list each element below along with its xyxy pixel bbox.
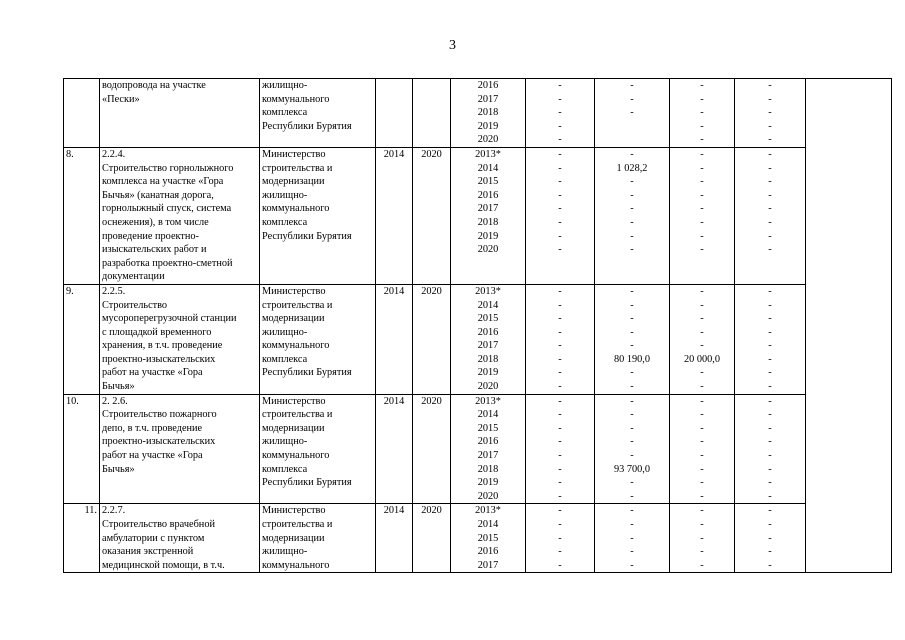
- name-line: водопровода на участке: [102, 80, 206, 91]
- v1-line: -: [558, 313, 562, 325]
- v1-line: -: [558, 559, 562, 571]
- value-column-v2: [595, 504, 670, 573]
- name-line: комплекса на участке «Гора: [102, 176, 224, 188]
- years-line: 2013*: [475, 285, 501, 297]
- v1-line: -: [558, 477, 562, 489]
- v4-line: -: [768, 395, 772, 407]
- name-line: Строительство врачебной: [102, 519, 215, 530]
- v2-line: -: [630, 559, 634, 571]
- years-line: 2015: [477, 422, 499, 434]
- v3-line: -: [700, 477, 704, 489]
- end-year: 2020: [413, 504, 451, 573]
- exec-line: жилищно-: [262, 80, 308, 91]
- v3-line: -: [700, 230, 704, 242]
- end-year: 2020: [413, 147, 451, 284]
- row-number: 9.: [64, 284, 100, 394]
- years-line: 2019: [477, 367, 499, 379]
- exec-line: коммунального: [262, 340, 330, 352]
- years-line: 2015: [477, 176, 499, 188]
- v2-line: -: [630, 381, 634, 393]
- page-number: 3: [449, 38, 456, 53]
- v1-line: -: [558, 450, 562, 462]
- v4-line: -: [768, 422, 772, 434]
- v3-line: -: [700, 450, 704, 462]
- years-line: 2018: [477, 107, 499, 119]
- v1-line: -: [558, 353, 562, 365]
- v3-line: -: [700, 176, 704, 188]
- v2-line: -: [630, 436, 634, 448]
- row-number: 11.: [64, 504, 100, 573]
- v1-line: -: [558, 176, 562, 188]
- v1-line: -: [558, 299, 562, 311]
- name-line: 2.2.5.: [102, 285, 126, 297]
- executor: [260, 79, 376, 148]
- v2-line: [597, 120, 667, 134]
- v4-line: -: [768, 285, 772, 297]
- v4-line: -: [768, 216, 772, 228]
- end-year: 2020: [413, 284, 451, 394]
- name-line: Строительство пожарного: [102, 409, 217, 421]
- v1-line: -: [558, 120, 562, 132]
- years-line: 2019: [477, 477, 499, 489]
- exec-line: строительства и: [262, 519, 333, 530]
- v3-line: -: [700, 134, 704, 146]
- start-year: 2014: [376, 394, 413, 504]
- v3-line: -: [700, 381, 704, 393]
- row-number: 8.: [64, 147, 100, 284]
- exec-line: жилищно-: [262, 546, 308, 558]
- years-line: 2017: [477, 93, 499, 105]
- name-line: оказания экстренной: [102, 546, 194, 558]
- exec-line: комплекса: [262, 107, 308, 119]
- name-line: оснежения), в том числе: [102, 216, 209, 228]
- start-year: 2014: [376, 504, 413, 573]
- value-column-v1: [526, 79, 595, 148]
- v3-line: -: [700, 216, 704, 228]
- exec-line: коммунального: [262, 450, 330, 462]
- v4-line: -: [768, 80, 772, 91]
- v3-line: -: [700, 367, 704, 379]
- v3-line: -: [700, 107, 704, 119]
- v4-line: -: [768, 450, 772, 462]
- v4-line: -: [768, 162, 772, 174]
- years-line: 2013*: [475, 505, 501, 517]
- financing-years: [451, 504, 526, 573]
- value-column-v3: [670, 147, 735, 284]
- v3-line: -: [700, 203, 704, 215]
- v4-line: -: [768, 490, 772, 502]
- exec-line: комплекса: [262, 216, 308, 228]
- v2-line: -: [630, 326, 634, 338]
- v3-line: -: [700, 546, 704, 558]
- v1-line: -: [558, 80, 562, 91]
- table-row: [64, 79, 892, 148]
- value-column-v2: [595, 79, 670, 148]
- years-line: 2013*: [475, 395, 501, 407]
- executor: [260, 147, 376, 284]
- v3-line: -: [700, 559, 704, 571]
- v3-line: -: [700, 299, 704, 311]
- v2-line: -: [630, 367, 634, 379]
- v2-line: -: [630, 409, 634, 421]
- v3-line: -: [700, 395, 704, 407]
- v1-line: -: [558, 340, 562, 352]
- v4-line: -: [768, 505, 772, 517]
- v4-line: -: [768, 559, 772, 571]
- blank-column: [806, 79, 892, 573]
- v2-line: -: [630, 148, 634, 160]
- end-year: 2020: [413, 394, 451, 504]
- exec-line: модернизации: [262, 313, 325, 325]
- v3-line: -: [700, 313, 704, 325]
- v1-line: -: [558, 93, 562, 105]
- exec-line: Министерство: [262, 395, 326, 407]
- v1-line: -: [558, 463, 562, 475]
- name-line: работ на участке «Гора: [102, 367, 203, 379]
- v4-line: -: [768, 367, 772, 379]
- v4-line: -: [768, 381, 772, 393]
- v4-line: -: [768, 134, 772, 146]
- measure-name: [100, 284, 260, 394]
- years-line: 2014: [477, 519, 499, 530]
- financing-years: [451, 79, 526, 148]
- years-line: 2014: [477, 299, 499, 311]
- row-number: 10.: [64, 394, 100, 504]
- measure-name: [100, 394, 260, 504]
- v1-line: -: [558, 367, 562, 379]
- executor: [260, 394, 376, 504]
- v2-line: -: [630, 80, 634, 91]
- v2-line: 80 190,0: [613, 353, 651, 365]
- years-line: 2020: [477, 244, 499, 256]
- name-line: 2.2.4.: [102, 148, 126, 160]
- v4-line: -: [768, 120, 772, 132]
- exec-line: строительства и: [262, 299, 333, 311]
- v2-line: 93 700,0: [613, 463, 651, 475]
- v2-line: -: [630, 203, 634, 215]
- v2-line: -: [630, 546, 634, 558]
- v3-line: -: [700, 463, 704, 475]
- v4-line: -: [768, 519, 772, 530]
- name-line: 2.2.7.: [102, 505, 126, 517]
- name-line: Бычья»: [102, 463, 135, 475]
- value-column-v4: [735, 79, 806, 148]
- v4-line: -: [768, 409, 772, 421]
- financing-years: [451, 284, 526, 394]
- v4-line: -: [768, 189, 772, 201]
- v2-line: -: [630, 477, 634, 489]
- table-row: [64, 394, 892, 504]
- name-line: проектно-изыскательских: [102, 436, 216, 448]
- years-line: 2019: [477, 230, 499, 242]
- v2-line: -: [630, 313, 634, 325]
- value-column-v2: [595, 394, 670, 504]
- v2-line: -: [630, 176, 634, 188]
- exec-line: жилищно-: [262, 189, 308, 201]
- v3-line: -: [700, 285, 704, 297]
- v2-line: -: [630, 189, 634, 201]
- v1-line: -: [558, 216, 562, 228]
- years-line: 2019: [477, 120, 499, 132]
- v1-line: -: [558, 244, 562, 256]
- exec-line: Министерство: [262, 505, 326, 517]
- v3-line: -: [700, 148, 704, 160]
- name-line: проектно-изыскательских: [102, 353, 216, 365]
- v2-line: -: [630, 395, 634, 407]
- v1-line: -: [558, 505, 562, 517]
- v3-line: -: [700, 422, 704, 434]
- exec-line: жилищно-: [262, 326, 308, 338]
- measure-name: [100, 504, 260, 573]
- value-column-v3: [670, 79, 735, 148]
- name-line: амбулатории с пунктом: [102, 532, 205, 544]
- years-line: 2018: [477, 463, 499, 475]
- v1-line: -: [558, 395, 562, 407]
- name-line: с площадкой временного: [102, 326, 212, 338]
- years-line: 2016: [477, 80, 499, 91]
- v1-line: -: [558, 148, 562, 160]
- start-year: 2014: [376, 147, 413, 284]
- name-line: «Пески»: [102, 93, 140, 105]
- row-number: [64, 79, 100, 148]
- v1-line: -: [558, 519, 562, 530]
- executor: [260, 284, 376, 394]
- table-row: [64, 147, 892, 284]
- v2-line: -: [630, 230, 634, 242]
- v4-line: -: [768, 532, 772, 544]
- v4-line: -: [768, 353, 772, 365]
- v1-line: -: [558, 532, 562, 544]
- v4-line: -: [768, 477, 772, 489]
- v2-line: 1 028,2: [616, 162, 648, 174]
- v2-line: -: [630, 450, 634, 462]
- v3-line: -: [700, 162, 704, 174]
- v1-line: -: [558, 230, 562, 242]
- v3-line: 20 000,0: [683, 353, 721, 365]
- v3-line: -: [700, 120, 704, 132]
- v1-line: -: [558, 203, 562, 215]
- v1-line: -: [558, 134, 562, 146]
- exec-line: коммунального: [262, 559, 330, 571]
- value-column-v1: [526, 284, 595, 394]
- name-line: изыскательских работ и: [102, 244, 207, 256]
- v1-line: -: [558, 422, 562, 434]
- years-line: 2018: [477, 216, 499, 228]
- v2-line: -: [630, 505, 634, 517]
- name-line: Строительство: [102, 299, 168, 311]
- v2-line: -: [630, 532, 634, 544]
- v2-line: -: [630, 422, 634, 434]
- v2-line: -: [630, 107, 634, 119]
- years-line: 2013*: [475, 148, 501, 160]
- value-column-v1: [526, 394, 595, 504]
- v4-line: -: [768, 546, 772, 558]
- exec-line: Республики Бурятия: [262, 230, 352, 242]
- v4-line: -: [768, 326, 772, 338]
- value-column-v4: [735, 284, 806, 394]
- v3-line: -: [700, 80, 704, 91]
- exec-line: Республики Бурятия: [262, 120, 352, 132]
- exec-line: строительства и: [262, 409, 333, 421]
- name-line: 2. 2.6.: [102, 395, 128, 407]
- exec-line: комплекса: [262, 463, 308, 475]
- years-line: 2017: [477, 559, 499, 571]
- table-row: [64, 504, 892, 573]
- name-line: проведение проектно-: [102, 230, 199, 242]
- value-column-v1: [526, 147, 595, 284]
- v1-line: -: [558, 409, 562, 421]
- start-year: 2014: [376, 284, 413, 394]
- exec-line: Республики Бурятия: [262, 367, 352, 379]
- years-line: 2020: [477, 134, 499, 146]
- exec-line: Министерство: [262, 285, 326, 297]
- v4-line: -: [768, 463, 772, 475]
- years-line: 2014: [477, 409, 499, 421]
- years-line: 2015: [477, 532, 499, 544]
- v4-line: -: [768, 176, 772, 188]
- years-line: 2016: [477, 326, 499, 338]
- years-line: 2016: [477, 546, 499, 558]
- years-line: 2017: [477, 203, 499, 215]
- v3-line: -: [700, 340, 704, 352]
- v4-line: -: [768, 148, 772, 160]
- v1-line: -: [558, 285, 562, 297]
- value-column-v2: [595, 147, 670, 284]
- value-column-v2: [595, 284, 670, 394]
- table-row: [64, 284, 892, 394]
- years-line: 2020: [477, 381, 499, 393]
- v3-line: -: [700, 409, 704, 421]
- v1-line: -: [558, 381, 562, 393]
- v4-line: -: [768, 340, 772, 352]
- executor: [260, 504, 376, 573]
- v4-line: -: [768, 93, 772, 105]
- measure-name: [100, 147, 260, 284]
- exec-line: строительства и: [262, 162, 333, 174]
- exec-line: коммунального: [262, 93, 330, 105]
- v2-line: [597, 133, 667, 147]
- program-table: [63, 78, 892, 573]
- years-line: 2015: [477, 313, 499, 325]
- name-line: мусороперегрузочной станции: [102, 313, 237, 325]
- exec-line: комплекса: [262, 353, 308, 365]
- exec-line: жилищно-: [262, 436, 308, 448]
- v1-line: -: [558, 546, 562, 558]
- exec-line: Республики Бурятия: [262, 477, 352, 489]
- start-year: [376, 79, 413, 148]
- v2-line: -: [630, 285, 634, 297]
- v1-line: -: [558, 107, 562, 119]
- financing-years: [451, 147, 526, 284]
- v3-line: -: [700, 244, 704, 256]
- v1-line: -: [558, 189, 562, 201]
- years-line: 2017: [477, 340, 499, 352]
- v2-line: -: [630, 340, 634, 352]
- end-year: [413, 79, 451, 148]
- name-line: Бычья»: [102, 381, 135, 393]
- v1-line: -: [558, 162, 562, 174]
- v4-line: -: [768, 436, 772, 448]
- v4-line: -: [768, 299, 772, 311]
- years-line: 2018: [477, 353, 499, 365]
- v3-line: -: [700, 436, 704, 448]
- v2-line: -: [630, 519, 634, 530]
- exec-line: модернизации: [262, 532, 325, 544]
- v3-line: -: [700, 519, 704, 530]
- name-line: документации: [102, 271, 165, 283]
- name-line: хранения, в т.ч. проведение: [102, 340, 223, 352]
- years-line: 2016: [477, 436, 499, 448]
- value-column-v4: [735, 147, 806, 284]
- financing-years: [451, 394, 526, 504]
- value-column-v3: [670, 284, 735, 394]
- v2-line: -: [630, 244, 634, 256]
- years-line: 2014: [477, 162, 499, 174]
- v4-line: -: [768, 107, 772, 119]
- value-column-v4: [735, 394, 806, 504]
- v3-line: -: [700, 326, 704, 338]
- exec-line: модернизации: [262, 422, 325, 434]
- exec-line: коммунального: [262, 203, 330, 215]
- v2-line: -: [630, 490, 634, 502]
- v2-line: -: [630, 93, 634, 105]
- name-line: Бычья» (канатная дорога,: [102, 189, 214, 201]
- name-line: горнолыжный спуск, система: [102, 203, 232, 215]
- exec-line: модернизации: [262, 176, 325, 188]
- v2-line: -: [630, 216, 634, 228]
- v4-line: -: [768, 313, 772, 325]
- value-column-v3: [670, 394, 735, 504]
- years-line: 2017: [477, 450, 499, 462]
- value-column-v4: [735, 504, 806, 573]
- v3-line: -: [700, 93, 704, 105]
- v3-line: -: [700, 189, 704, 201]
- exec-line: Министерство: [262, 148, 326, 160]
- v1-line: -: [558, 326, 562, 338]
- v1-line: -: [558, 490, 562, 502]
- years-line: 2020: [477, 490, 499, 502]
- v3-line: -: [700, 505, 704, 517]
- v2-line: -: [630, 299, 634, 311]
- years-line: 2016: [477, 189, 499, 201]
- v4-line: -: [768, 244, 772, 256]
- name-line: депо, в т.ч. проведение: [102, 422, 203, 434]
- name-line: медицинской помощи, в т.ч.: [102, 559, 225, 571]
- name-line: Строительство горнолыжного: [102, 162, 234, 174]
- name-line: работ на участке «Гора: [102, 450, 203, 462]
- v3-line: -: [700, 532, 704, 544]
- name-line: разработка проектно-сметной: [102, 257, 233, 269]
- value-column-v1: [526, 504, 595, 573]
- v3-line: -: [700, 490, 704, 502]
- v4-line: -: [768, 203, 772, 215]
- v1-line: -: [558, 436, 562, 448]
- measure-name: [100, 79, 260, 148]
- value-column-v3: [670, 504, 735, 573]
- v4-line: -: [768, 230, 772, 242]
